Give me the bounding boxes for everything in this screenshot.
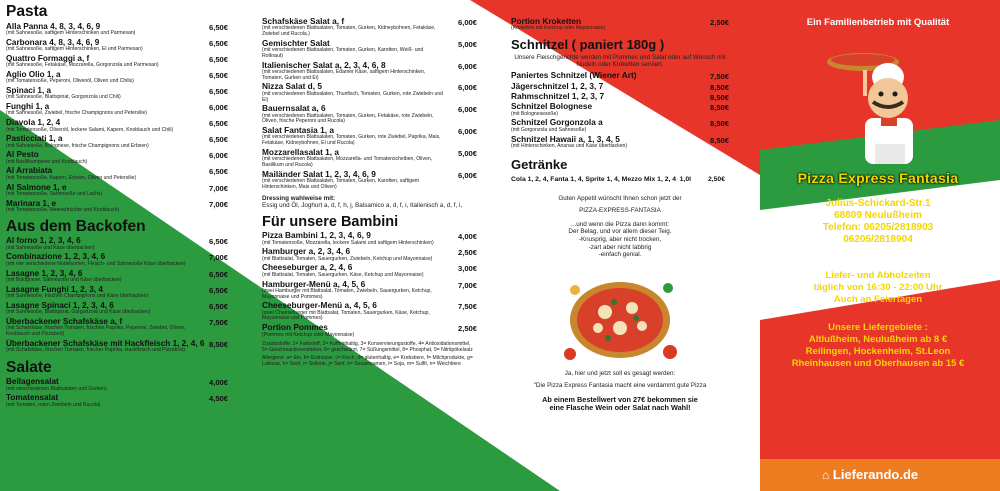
item-desc: (mit Bolognese, Sahnesoße und Käse überbacken) (6, 276, 122, 283)
item-price: 7,50€ (208, 317, 228, 327)
item-name: Pasticciati 1, a (6, 134, 63, 144)
item-price: 7,00€ (208, 199, 228, 209)
salad-item (262, 39, 477, 60)
item-desc: (mit Sahnesoße, Blattspinat, Gorgonzola und Käse überbacken) (6, 309, 151, 316)
address-city: 68809 Neulußheim (834, 210, 922, 221)
pasta-item (6, 199, 228, 214)
salad-item (6, 377, 228, 392)
item-desc: (mit Tomatensoße, Kapern, Erbsen, Oliven und Petersilie) (6, 174, 137, 181)
schnitzel-item (511, 82, 729, 91)
item-price: 6,50€ (208, 269, 228, 279)
greeting-name: PIZZA-EXPRESS-FANTASIA (579, 207, 661, 215)
schnitzel-list (511, 71, 729, 150)
item-desc: (mit Tomaten, roten Zwiebeln und Rucola) (6, 401, 101, 408)
item-name: Gemischter Salat (262, 38, 330, 48)
item-desc: (mit Sahnesoße, frischen Champignons und Käse überbacken) (6, 293, 149, 300)
additives-note: Zusatzstoffe: 1= Farbstoff, 2= Koffeinhaltig, 3= Konservierungsstoffe, 4= Antioxidationsmittel, 5= Geschmacksverstärker, 6= geschwärzt, 7= Süßungsmittel, 8= Phosphat, 9= Nitritpökelsalz (262, 341, 473, 354)
house-icon: ⌂ (822, 468, 830, 482)
item-name: Überbackener Schafskäse a, f (6, 316, 123, 326)
item-desc: (mit vier verschiedene Nudelsorten, Fleisch- und Sahnesoße Käse überbacken) (6, 260, 186, 267)
oven-heading: Aus dem Backofen (6, 217, 146, 235)
item-price: 6,50€ (208, 167, 228, 177)
item-name: Spinaci 1, a (6, 85, 52, 95)
item-name: Mozzarellasalat 1, a (262, 147, 340, 157)
item-price: 6,50€ (208, 237, 228, 247)
poem-line: ...und wenn die Pizza dann kommt: (570, 220, 669, 228)
phone-1: Telefon: 06205/2818903 (822, 222, 934, 233)
item-name: Schnitzel Hawaii a, 1, 3, 4, 5 (511, 134, 620, 144)
yes-line: Ja, hier und jetzt soll es gesagt werden: (564, 369, 676, 377)
item-price: 6,00€ (208, 103, 228, 113)
pasta-item (6, 166, 228, 181)
item-desc: (mit verschiedenen Blattsalaten, Tomaten, Gurken, Kidneybohnen, Fetakäse, Zwiebel und Rucola.) (262, 25, 436, 38)
drinks-line: Cola 1, 2, 4, Fanta 1, 4, Sprite 1, 4, Mezzo Mix 1, 2, 4 (511, 175, 677, 183)
salad-item (6, 393, 228, 408)
item-price: 8,50€ (709, 135, 729, 145)
item-desc: (mit verschiedenen Blattsalaten, Edamer Käse, saftigem Hinterschinken, Tomaten, Gurken und Ei) (262, 69, 426, 81)
item-desc: (mit verschiedenen Blattsalaten und Gurken) (6, 385, 107, 392)
item-desc: (mit verschiedenen Blattsalaten, Tomaten, Gurken, Karotten, Weiß- und Rotkraut) (262, 47, 424, 59)
item-name: Al forno 1, 2, 3, 4, 6 (6, 236, 81, 246)
item-desc: (mit verschiedenen Blattsalaten, Tomaten, Gurken, Karotten, saftigem Hinterschinken, Mais und Oliven) (262, 178, 420, 190)
oven-list (6, 236, 228, 353)
item-name: Hamburger a, 2, 3, 4, 6 (262, 247, 351, 257)
item-desc: (mit Blattsalat, Tomaten, Sauergurken, Zwiebeln, Ketchup und Mayonnaise) (262, 255, 433, 262)
salate-list (6, 377, 228, 408)
item-price: 6,50€ (208, 86, 228, 96)
item-name: Lasagne Spinaci 1, 2, 3, 4, 6 (6, 300, 114, 310)
item-desc: (zwei Hamburger mit Blattsalat, Tomaten, Zwiebeln, Sauergurken, Ketchup, Mayonnaise und Pommes) (262, 287, 432, 300)
item-name: Al Arrabiata (6, 166, 53, 176)
address-street: Julius-Schickard-Str.1 (825, 198, 931, 209)
bambini-heading: Für unsere Bambini (262, 213, 399, 230)
item-price: 7,00€ (208, 253, 228, 263)
drinks-row (511, 175, 729, 184)
item-desc: (mit Hinterschinken, Ananas und Käse überbacken) (511, 142, 628, 149)
item-price: 7,00€ (457, 280, 477, 290)
item-desc: (mit Bolognesesoße) (511, 110, 558, 117)
item-price: 6,00€ (457, 61, 477, 71)
quote: "Die Pizza Express Fantasia macht eine verdammt gute Pizza (533, 382, 707, 390)
item-name: Paniertes Schnitzel (Wiener Art) (511, 71, 637, 81)
item-name: Schnitzel Gorgonzola a (511, 118, 603, 128)
chef-image (760, 32, 996, 172)
salad-list (262, 17, 477, 191)
item-price: 8,50€ (709, 103, 729, 113)
item-price: 5,00€ (457, 39, 477, 49)
bambini-item (262, 231, 477, 246)
item-desc: (mit Tomatensoße, Meeresfrüchte und Knoblauch) (6, 207, 120, 214)
schnitzel-item (511, 135, 729, 150)
pasta-item (6, 70, 228, 85)
bambini-item (262, 280, 477, 301)
item-name: Rahmschnitzel 1, 2, 3, 7 (511, 91, 605, 101)
item-name: Funghi 1, a (6, 102, 50, 112)
item-price: 5,00€ (457, 148, 477, 158)
item-price: 8,50€ (709, 82, 729, 92)
salad-item (262, 148, 477, 169)
item-name: Quattro Formaggi a, f (6, 53, 90, 63)
item-name: Lasagne Funghi 1, 2, 3, 4 (6, 284, 103, 294)
pizza-image (511, 262, 729, 370)
item-price: 6,50€ (208, 301, 228, 311)
poem-line: -Knusprig, aber nicht trocken, (578, 236, 662, 244)
item-name: Mailänder Salat 1, 2, 3, 4, 6, 9 (262, 169, 376, 179)
item-name: Al Salmone 1, e (6, 182, 67, 192)
item-price: 6,00€ (457, 83, 477, 93)
item-price: 6,00€ (208, 151, 228, 161)
item-name: Jägerschnitzel 1, 2, 3, 7 (511, 81, 604, 91)
areas-title: Unsere Liefergebiete : (828, 322, 928, 333)
drinks-size: 1,0l (679, 175, 691, 183)
item-price: 6,00€ (457, 18, 477, 27)
item-price: 6,50€ (208, 70, 228, 80)
item-name: Cheeseburger a, 2, 4, 6 (262, 263, 353, 273)
oven-item (6, 301, 228, 316)
drinks-heading: Getränke (511, 156, 568, 172)
salad-item (262, 126, 477, 147)
item-price: 6,50€ (208, 119, 228, 129)
oven-item (6, 317, 228, 338)
item-name: Überbackener Schafskäse mit Hackfleisch 1, 2, 4, 6 (6, 338, 205, 348)
item-name: Combinazione 1, 2, 3, 4, 6 (6, 252, 106, 262)
item-price: 2,50€ (457, 248, 477, 258)
item-name: Portion Kroketten (511, 17, 582, 26)
pasta-item (6, 38, 228, 53)
item-desc: (mit Tomatensoße, Sahnesoße und Lachs) (6, 191, 103, 197)
item-name: Al Pesto (6, 150, 39, 160)
greeting-line: Guten Appetit wünscht Ihnen schon jetzt der (558, 194, 682, 202)
item-desc: (mit Tomatensoße, Mozzarella, leckere Salami und saftigem Hinterschinken) (262, 239, 434, 246)
item-price: 6,50€ (208, 22, 228, 32)
tagline: Ein Familienbetrieb mit Qualität (806, 17, 950, 28)
schnitzel-item (511, 102, 729, 117)
dressing-options: Essig und Öl, Joghurt a, d, f, h, j, Balsamico a, d, f, i, Italienisch a, d, f, i, (262, 202, 463, 210)
area-2: Reilingen, Hockenheim, St.Leon (805, 346, 951, 357)
croquettes-item (511, 17, 729, 32)
bambini-item (262, 323, 477, 338)
item-price: 8,50€ (709, 119, 729, 129)
logo-text: Pizza Express Fantasia (797, 170, 959, 186)
item-price: 6,50€ (208, 54, 228, 64)
item-name: Portion Pommes (262, 323, 328, 333)
item-name: Tomatensalat (6, 393, 59, 403)
item-name: Marinara 1, e (6, 198, 57, 208)
oven-item (6, 236, 228, 251)
poem-line: -einfach genial. (598, 251, 642, 259)
column-info (760, 0, 996, 491)
item-desc: (mit Gorgonzola und Sahnesoße) (511, 126, 587, 133)
item-name: Beilagensalat (6, 377, 59, 387)
item-price: 6,50€ (208, 285, 228, 295)
item-desc: (mit verschiedenen Blattsalaten, Tomaten, Gurken, rote Zwiebel, Paprika, Mais, Fetakäse, Kidneybohnen, Ei und Rucola) (262, 134, 441, 147)
pasta-item (6, 22, 228, 37)
item-price: 3,00€ (457, 264, 477, 274)
item-desc: (mit Sahnesoße, Fetakäse, Mozzarella, Gorgonzola und Parmesan) (6, 62, 159, 69)
item-price: 6,00€ (457, 170, 477, 180)
item-name: Schnitzel Bolognese (511, 102, 593, 112)
item-name: Schafskäse Salat a, f (262, 17, 345, 26)
hours: täglich von 16:30 - 22:00 Uhr (813, 282, 943, 293)
hours-holiday: Auch an Feiertagen (833, 294, 923, 305)
oven-item (6, 285, 228, 300)
oven-item (6, 252, 228, 267)
salad-item (262, 61, 477, 82)
column-pasta (6, 0, 228, 491)
poem-line: Der Belag, und vor allem dieser Teig. (568, 228, 672, 236)
bambini-item (262, 263, 477, 278)
item-name: Carbonara 4, 8, 3, 4, 6, 9 (6, 37, 100, 47)
pasta-item (6, 54, 228, 69)
item-desc: (mit Blattsalat, Tomaten, Sauergurken, Käse, Ketchup und Mayonnaise) (262, 271, 424, 278)
bambini-item (262, 301, 477, 322)
item-name: Aglio Olio 1, a (6, 69, 61, 79)
pasta-list (6, 22, 228, 214)
allergens-note: Allergene: a= Ein, b= Erdnüsse, c= Fisch, d= glutenhaltig, e= Krebstiere, f= Milchprodukte, g= Laktose, h= Senf, i= Sellerie, j= Senf, k= Sesamsamen, l= Soja, m= Sulfit, n= Weichtiere (262, 355, 473, 367)
schnitzel-item (511, 118, 729, 133)
hours-title: Liefer- und Abholzeiten (825, 270, 931, 281)
item-desc: (mit Sahnesoße, Zwiebel, frische Champignons und Petersilie) (6, 110, 147, 117)
drinks-price: 2,50€ (707, 175, 725, 183)
item-desc: (mit Sahnesoße, saftigem Hinterschinken und Parmesan) (6, 29, 136, 36)
item-price: 8,50€ (208, 339, 228, 349)
item-name: Diavola 1, 2, 4 (6, 118, 61, 128)
item-name: Cheeseburger-Menü a, 4, 5, 6 (262, 301, 377, 311)
salad-item (262, 17, 477, 38)
item-name: Salat Fantasia 1, a (262, 126, 334, 136)
oven-item (6, 269, 228, 284)
pasta-heading: Pasta (6, 3, 48, 20)
item-desc: (mit Sahnesoße, Blattspinat, Gorgonzola und Chili) (6, 94, 121, 101)
item-name: Lasagne 1, 2, 3, 4, 6 (6, 268, 83, 278)
item-desc: (Pommes mit Ketchup oder Mayonnaise) (262, 331, 355, 338)
item-desc: (Kroketten mit Ketchup oder Mayonnaise) (511, 25, 605, 32)
item-price: 6,00€ (457, 105, 477, 115)
schnitzel-item (511, 92, 729, 101)
column-schnitzel-drinks (511, 0, 729, 491)
dressing-label: Dressing wahlweise mit: (262, 194, 336, 202)
item-price: 4,50€ (208, 394, 228, 404)
item-price: 6,50€ (208, 38, 228, 48)
salate-heading: Salate (6, 358, 52, 376)
item-desc: (mit Schafskäse, frischen Tomaten, frischen Paprika, Peperoni, Zwiebel, Oliven, Knoblauch und Pizzabrot) (6, 325, 186, 337)
salad-item (262, 104, 477, 125)
logo (760, 170, 996, 186)
item-price: 4,00€ (457, 232, 477, 242)
poem (511, 221, 729, 259)
item-desc: (mit Sahnesoße, Bolognese, frische Champignons und Erbsen) (6, 142, 149, 149)
salad-item (262, 170, 477, 191)
lieferando-text: Lieferando.de (832, 467, 919, 482)
item-desc: (mit Tomatensoße, Olivenöl, leckere Salami, Kapern, Knoblauch und Chili) (6, 126, 174, 133)
pasta-item (6, 183, 228, 198)
item-price: 2,50€ (457, 324, 477, 334)
item-desc: (mit Basilikumpesto und Knoblauch) (6, 158, 88, 165)
item-desc: (mit verschiedenen Blattsalaten, Mozzarella- und Tomatenscheiben, Oliven, Basilikum und Rucola) (262, 156, 433, 168)
item-name: Nizza Salat d, 5 (262, 82, 322, 92)
pasta-item (6, 118, 228, 133)
schnitzel-heading: Schnitzel ( paniert 180g ) (511, 37, 665, 53)
lieferando-bar[interactable] (760, 459, 1000, 491)
offer: Ab einem Bestellwert von 27€ bekommen sie eine Flasche Wein oder Salat nach Wahl! (542, 395, 698, 412)
item-name: Alla Panna 4, 8, 3, 4, 6, 9 (6, 21, 101, 31)
item-name: Hamburger-Menü a, 4, 5, 6 (262, 279, 366, 289)
item-name: Italienischer Salat a, 2, 3, 4, 6, 8 (262, 60, 386, 70)
item-price: 2,50€ (709, 18, 729, 27)
item-price: 6,50€ (208, 135, 228, 145)
phone-2: 06205/2818904 (843, 234, 913, 245)
item-name: Bauernsalat a, 6 (262, 104, 326, 114)
item-price: 8,50€ (709, 92, 729, 102)
item-desc: (mit Tomatensoße, Peperoni, Olivenöl, Oliven und Chilis) (6, 78, 134, 85)
pizza-illustration-icon (550, 262, 690, 370)
item-price: 7,50€ (709, 72, 729, 82)
item-desc: (zwei Cheeseburger mit Blattsalat, Tomaten, Sauergurken, Käse, Ketchup, Mayonnaise und Pommes) (262, 309, 430, 322)
item-name: Pizza Bambini 1, 2, 3, 4, 6, 9 (262, 231, 371, 241)
item-price: 7,00€ (208, 183, 228, 193)
area-1: Altlußheim, Neulußheim ab 8 € (808, 334, 948, 345)
poem-line: -zart aber nicht labbrig (588, 243, 652, 251)
oven-item (6, 339, 228, 354)
lieferando-logo (822, 467, 918, 482)
pasta-item (6, 86, 228, 101)
pasta-item (6, 102, 228, 117)
pasta-item (6, 134, 228, 149)
area-3: Rheinhausen und Oberhausen ab 15 € (791, 358, 965, 369)
chef-icon (803, 32, 953, 172)
item-desc: (mit verschiedenen Blattsalaten, Thunfisch, Tomaten, Gurken, rote Zwiebeln und Ei) (262, 90, 444, 103)
salad-item (262, 82, 477, 103)
item-price: 6,00€ (457, 127, 477, 137)
schnitzel-note: Unsere Fleischgerichte werden mit Pommes und Salat oder auf Wunsch mit Nudeln oder Kroketten serviert. (514, 54, 726, 69)
bambini-item (262, 247, 477, 262)
item-desc: (mit Schafskäse, frischen Tomaten, frischer Paprika, Hackfleisch und Pizzabrot) (6, 347, 186, 354)
schnitzel-item (511, 71, 729, 80)
item-desc: (mit verschiedenen Blattsalaten, Tomaten, Gurken, Fetakäse, rote Zwiebeln, Oliven, frische Peperoni und Rucola) (262, 112, 434, 125)
item-desc: (mit Sahnesoße und Käse überbacken) (6, 244, 95, 251)
pasta-item (6, 150, 228, 165)
bambini-list (262, 231, 477, 338)
item-price: 4,00€ (208, 378, 228, 388)
column-salads-kids (262, 0, 477, 491)
item-price: 7,50€ (457, 302, 477, 312)
item-desc: (mit Sahnesoße, saftigem Hinterschinken, Ei und Parmesan) (6, 46, 143, 53)
